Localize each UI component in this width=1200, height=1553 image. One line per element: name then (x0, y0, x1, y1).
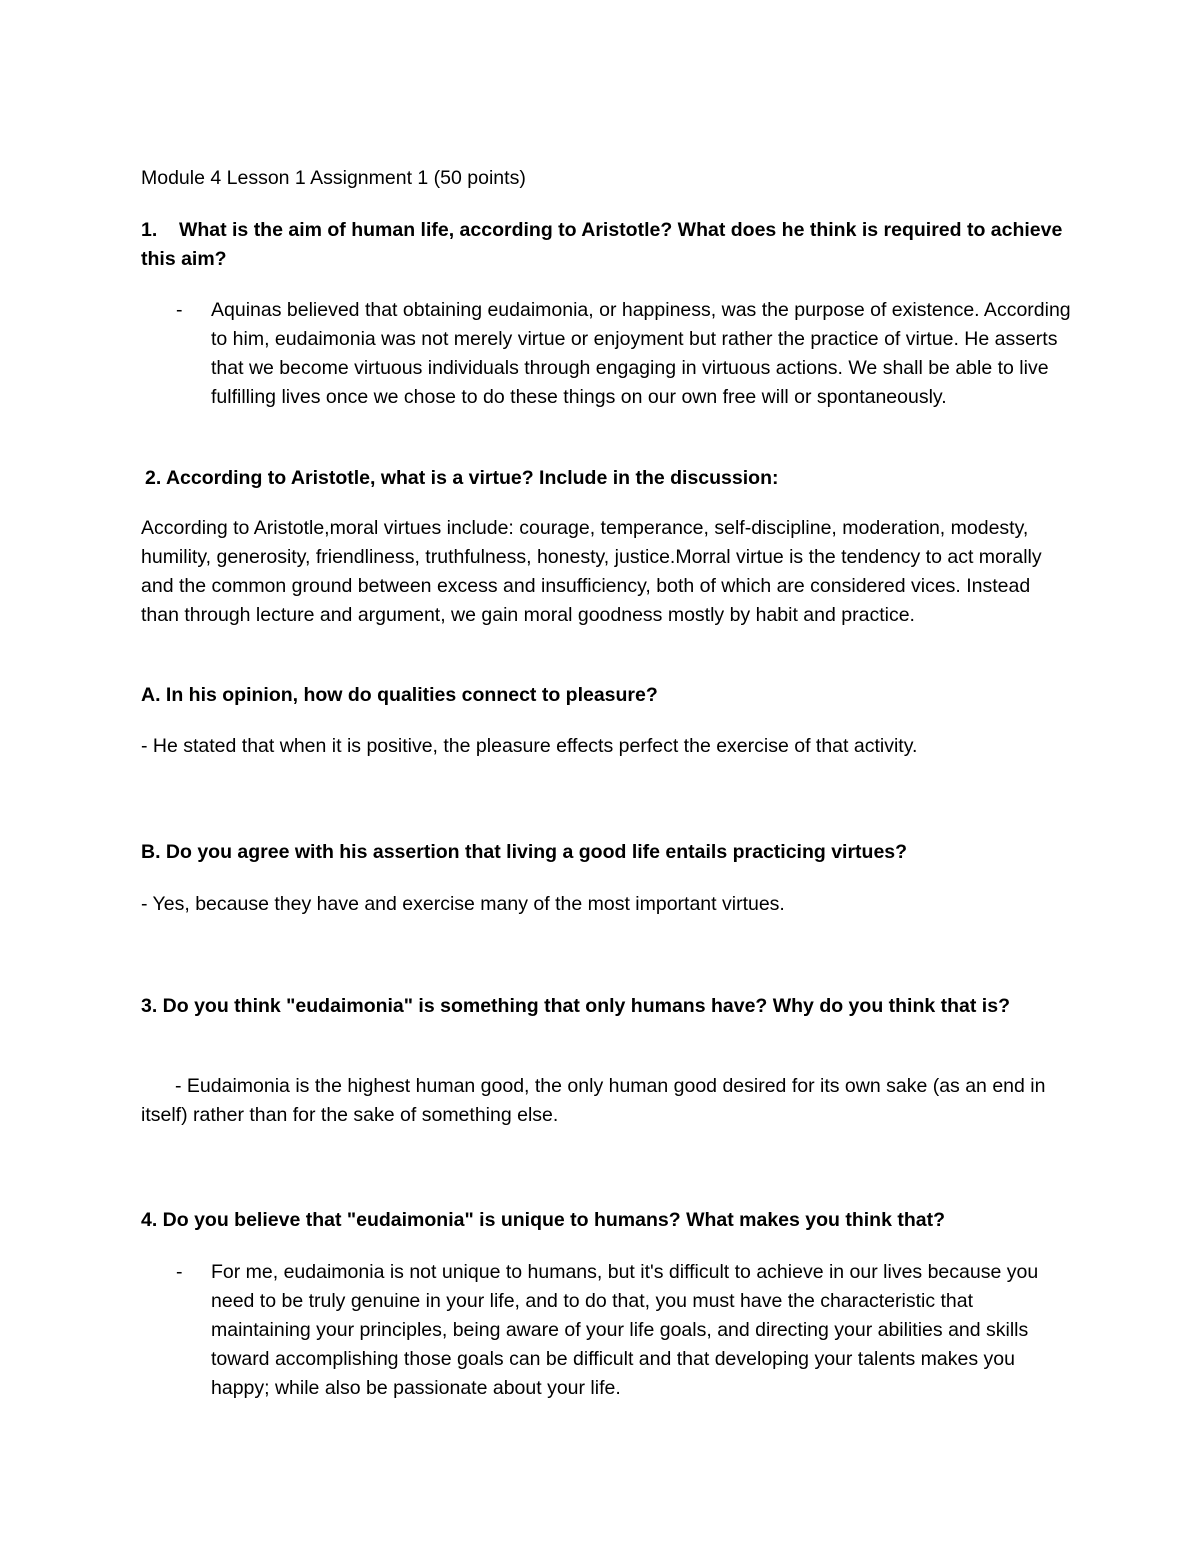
question-b: B. Do you agree with his assertion that living a good life entails practicing virtues? (141, 841, 908, 863)
question-3: 3. Do you think "eudaimonia" is something that only humans have? Why do you think that is? (141, 995, 1010, 1017)
answer-a: - He stated that when it is positive, the pleasure effects perfect the exercise of that activity. (141, 735, 918, 757)
answer-b: - Yes, because they have and exercise many of the most important virtues. (141, 893, 785, 915)
answer-3: - Eudaimonia is the highest human good, the only human good desired for its own sake (as an end in itself) rather than for the sake of something else. (141, 1075, 1046, 1126)
question-1-text: What is the aim of human life, according to Aristotle? What does he think is required to achieve this aim? (141, 219, 1063, 270)
answer-1-bullet: - (176, 299, 183, 321)
question-4: 4. Do you believe that "eudaimonia" is unique to humans? What makes you think that? (141, 1209, 946, 1231)
question-1 (141, 216, 1071, 274)
question-a: A. In his opinion, how do qualities connect to pleasure? (141, 684, 658, 706)
answer-4-bullet: - (176, 1261, 183, 1283)
answer-1: Aquinas believed that obtaining eudaimonia, or happiness, was the purpose of existence. According to him, eudaimonia was not merely virtue or enjoyment but rather the practice of virtue. He asserts that we become virtuous individuals through engaging in virtuous actions. We shall be able to live fulfilling lives once we chose to do these things on our own free will or spontaneously. (211, 299, 1071, 408)
document-title: Module 4 Lesson 1 Assignment 1 (50 points) (141, 167, 526, 189)
answer-2: According to Aristotle,moral virtues include: courage, temperance, self-discipline, moderation, modesty, humility, generosity, friendliness, truthfulness, honesty, justice.Morral virtue is the tendency to act morally and the common ground between excess and insufficiency, both of which are considered vices. Instead than through lecture and argument, we gain moral goodness mostly by habit and practice. (141, 517, 1042, 626)
question-1-number: 1. (141, 219, 158, 241)
question-2: 2. According to Aristotle, what is a virtue? Include in the discussion: (145, 467, 779, 489)
answer-4: For me, eudaimonia is not unique to humans, but it's difficult to achieve in our lives because you need to be truly genuine in your life, and to do that, you must have the characteristic that maintaining your principles, being aware of your life goals, and directing your abilities and skills toward accomplishing those goals can be difficult and that developing your talents makes you happy; while also be passionate about your life. (211, 1261, 1039, 1399)
